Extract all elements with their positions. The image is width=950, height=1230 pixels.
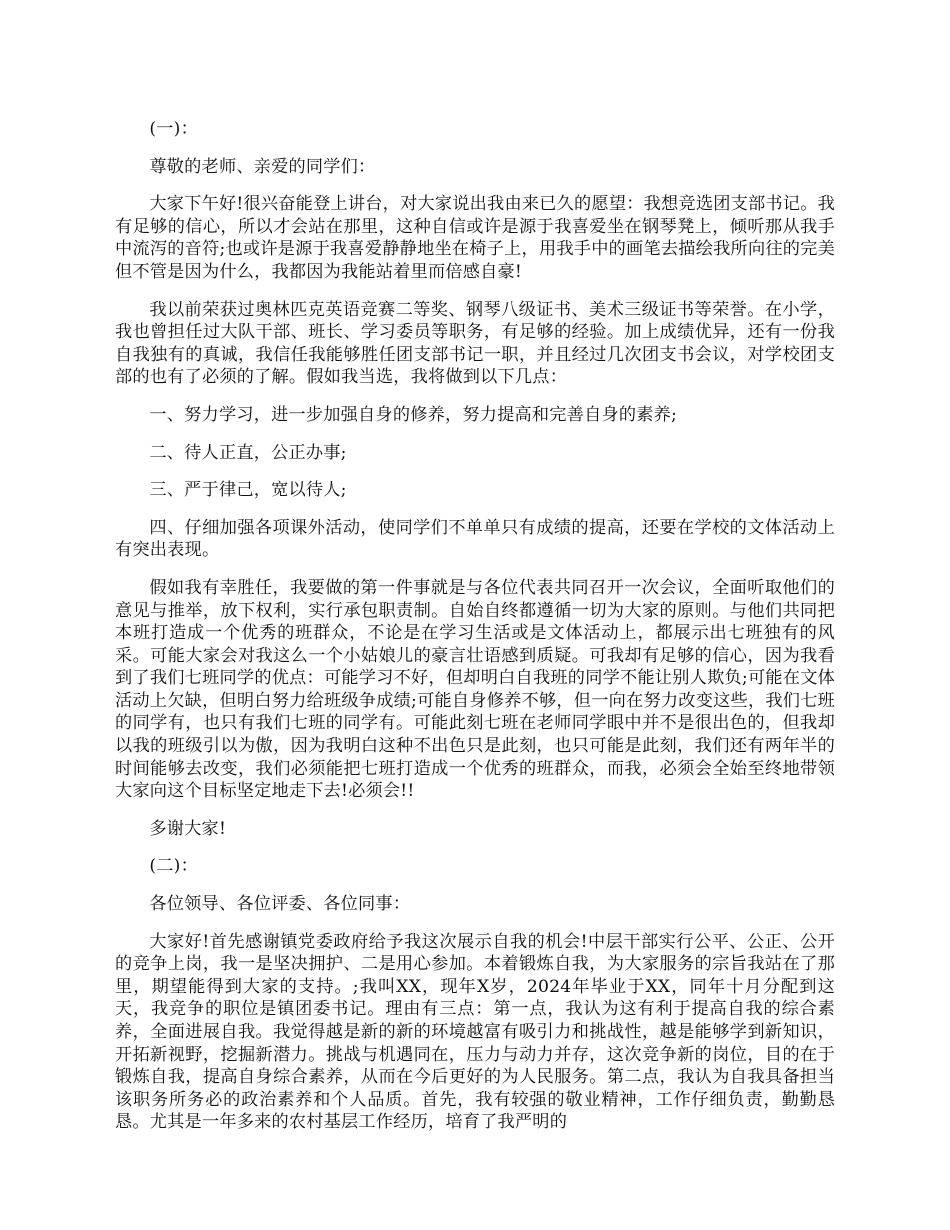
list-item-1: 一、努力学习，进一步加强自身的修养，努力提高和完善自身的素养; — [149, 404, 678, 425]
section-heading-2: (二)： — [149, 856, 198, 877]
section-heading-1: (一)： — [149, 119, 198, 139]
paragraph: 我以前荣获过奥林匹克英语竞赛二等奖、钢琴八级证书、美术三级证书等荣誉。在小学，我也曾担任过大队干部、班长、学习委员等职务，有足够的经验。加上成绩优异，还有一份我自我独有的真诚，我信任我能够胜任团支部书记一职，并且经过几次团支书会议，对学校团支部的也有了必须的了解。假如我当选，我将做到以下几点： — [115, 299, 835, 388]
paragraph: 假如我有幸胜任，我要做的第一件事就是与各位代表共同召开一次会议，全面听取他们的意见与推举，放下权利，实行承包职责制。自始自终都遵循一切为大家的原则。与他们共同把本班打造成一个优秀的班群众，不论是在学习生活或是文体活动上，都展示出七班独有的风采。可能大家会对我这么一个小姑娘儿的豪言壮语感到质疑。可我却有足够的信心，因为我看到了我们七班同学的优点：可能学习不好，但却明白自我班的同学不能让别人欺负;可能在文体活动上欠缺，但明白努力给班级争成绩;可能自身修养不够，但一向在努力改变这些，我们七班的同学有，也只有我们七班的同学有。可能此刻七班在老师同学眼中并不是很出色的，但我却以我的班级引以为傲，因为我明白这种不出色只是此刻，也只可能是此刻，我们还有两年半的时间能够去改变，我们必须能把七班打造成一个优秀的班群众，而我，必须会全始至终地带领大家向这个目标坚定地走下去!必须会!! — [115, 577, 835, 802]
paragraph: 大家下午好!很兴奋能登上讲台，对大家说出我由来已久的愿望：我想竞选团支部书记。我有足够的信心，所以才会站在那里，这种自信或许是源于我喜爱坐在钢琴凳上，倾听那从我手中流泻的音符;也或许是源于我喜爱静静地坐在椅子上，用我手中的画笔去描绘我所向往的完美但不管是因为什么，我都因为我能站着里而倍感自豪! — [115, 194, 835, 282]
salutation-2: 各位领导、各位评委、各位同事： — [149, 894, 411, 915]
list-item-3: 三、严于律己，宽以待人; — [149, 480, 347, 501]
closing-thanks: 多谢大家! — [149, 818, 227, 839]
document-body — [115, 118, 835, 1149]
paragraph: 大家好!首先感谢镇党委政府给予我这次展示自我的机会!中层干部实行公平、公正、公开的竞争上岗，我一是坚决拥护、二是用心参加。本着锻炼自我，为大家服务的宗旨我站在了那里，期望能得到大家的支持。;我叫XX，现年X岁，2024年毕业于XX，同年十月分配到这天，我竞争的职位是镇团委书记。理由有三点：第一点，我认为这有利于提高自我的综合素养，全面进展自我。我觉得越是新的新的环境越富有吸引力和挑战性，越是能够学到新知识，开拓新视野，挖掘新潜力。挑战与机遇同在，压力与动力并存，这次竞争新的岗位，目的在于锻炼自我，提高自身综合素养，从而在今后更好的为人民服务。第二点，我认为自我具备担当该职务所务必的政治素养和个人品质。首先，我有较强的敬业精神，工作仔细负责，勤勤恳恳。尤其是一年多来的农村基层工作经历，培育了我严明的 — [115, 931, 835, 1133]
list-item-2: 二、待人正直，公正办事; — [149, 442, 347, 463]
salutation-1: 尊敬的老师、亲爱的同学们： — [149, 156, 376, 177]
list-item-4: 四、仔细加强各项课外活动，使同学们不单单只有成绩的提高，还要在学校的文体活动上有突出表现。 — [115, 517, 835, 561]
